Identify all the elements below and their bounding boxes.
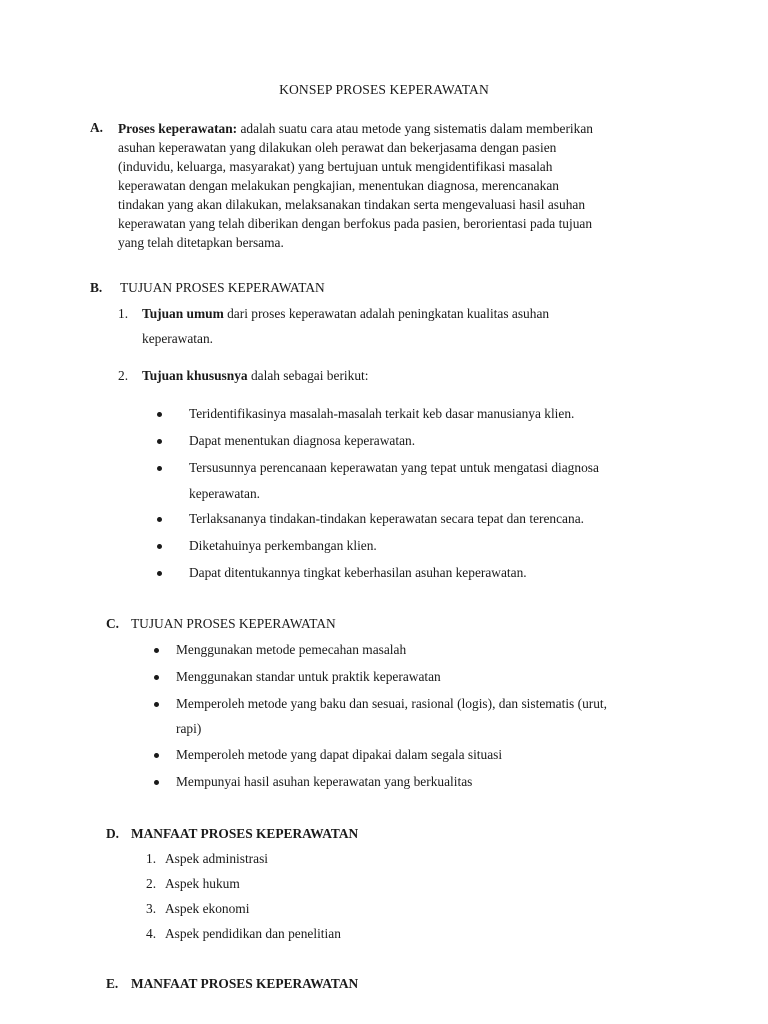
section-a-line-5: tindakan yang akan dilakukan, melaksanakan tindakan serta mengevaluasi hasil asuhan	[118, 197, 586, 212]
section-c-bullet-5: Mempunyai hasil asuhan keperawatan yang berkualitas	[176, 774, 473, 789]
section-b-bullet-4: Terlaksananya tindakan-tindakan keperawatan secara tepat dan terencana.	[189, 511, 584, 526]
section-b-item-2	[142, 368, 368, 384]
section-a-line-2: asuhan keperawatan yang dilakukan oleh perawat dan bekerjasama dengan pasien	[118, 140, 557, 155]
section-b-item-2-num: 2.	[118, 368, 129, 383]
section-a-line-6: keperawatan yang telah diberikan dengan berfokus pada pasien, berorientasi pada tujuan	[118, 216, 593, 231]
section-d-item-3: Aspek ekonomi	[165, 901, 250, 916]
bullet-icon	[157, 517, 162, 522]
section-a-term: Proses keperawatan:	[118, 121, 238, 136]
section-d-heading: MANFAAT PROSES KEPERAWATAN	[131, 826, 359, 841]
section-b-item-1-term: Tujuan umum	[142, 306, 224, 321]
section-c-bullet-3-cont: rapi)	[176, 721, 202, 736]
bullet-icon	[154, 648, 159, 653]
section-c-bullet-2: Menggunakan standar untuk praktik keperawatan	[176, 669, 441, 684]
section-e-letter: E.	[106, 976, 119, 991]
section-a-text-1: adalah suatu cara atau metode yang sistematis dalam memberikan	[237, 121, 593, 136]
bullet-icon	[157, 571, 162, 576]
section-b-item-2-term: Tujuan khususnya	[142, 368, 248, 383]
section-b-bullet-6: Dapat ditentukannya tingkat keberhasilan asuhan keperawatan.	[189, 565, 527, 580]
section-d-item-2: Aspek hukum	[165, 876, 240, 891]
section-b-bullet-1: Teridentifikasinya masalah-masalah terkait keb dasar manusianya klien.	[189, 406, 575, 421]
section-d-item-1-num: 1.	[146, 851, 157, 866]
bullet-icon	[157, 466, 162, 471]
section-b-bullet-3-cont: keperawatan.	[189, 486, 261, 501]
section-b-bullet-5: Diketahuinya perkembangan klien.	[189, 538, 377, 553]
section-d-item-2-num: 2.	[146, 876, 157, 891]
section-a-line-7: yang telah ditetapkan bersama.	[118, 235, 284, 250]
bullet-icon	[154, 780, 159, 785]
section-b-bullet-3: Tersusunnya perencanaan keperawatan yang tepat untuk mengatasi diagnosa	[189, 460, 599, 475]
bullet-icon	[157, 544, 162, 549]
section-d-item-3-num: 3.	[146, 901, 157, 916]
section-d-item-4-num: 4.	[146, 926, 157, 941]
section-b-item-1-cont: keperawatan.	[142, 331, 214, 346]
section-b-item-1-num: 1.	[118, 306, 129, 321]
section-d-letter: D.	[106, 826, 120, 841]
section-b-item-1-text: dari proses keperawatan adalah peningkatan kualitas asuhan	[223, 306, 550, 321]
section-d-item-1: Aspek administrasi	[165, 851, 269, 866]
section-c-bullet-4: Memperoleh metode yang dapat dipakai dalam segala situasi	[176, 747, 503, 762]
section-b-bullet-2: Dapat menentukan diagnosa keperawatan.	[189, 433, 416, 448]
bullet-icon	[157, 412, 162, 417]
page-title: KONSEP PROSES KEPERAWATAN	[279, 82, 489, 97]
section-b-letter: B.	[90, 280, 103, 295]
section-b-item-2-text: dalah sebagai berikut:	[247, 368, 369, 383]
section-c-bullet-1: Menggunakan metode pemecahan masalah	[176, 642, 407, 657]
section-a-letter: A.	[90, 120, 104, 135]
bullet-icon	[154, 753, 159, 758]
section-a-line-1	[118, 119, 593, 138]
section-e-heading: MANFAAT PROSES KEPERAWATAN	[131, 976, 359, 991]
bullet-icon	[154, 675, 159, 680]
bullet-icon	[157, 439, 162, 444]
section-c-heading: TUJUAN PROSES KEPERAWATAN	[131, 616, 336, 631]
section-a-line-3: (induvidu, keluarga, masyarakat) yang bertujuan untuk mengidentifikasi masalah	[118, 159, 553, 174]
section-b-heading: TUJUAN PROSES KEPERAWATAN	[120, 280, 325, 295]
section-c-letter: C.	[106, 616, 120, 631]
section-c-bullet-3: Memperoleh metode yang baku dan sesuai, rasional (logis), dan sistematis (urut,	[176, 696, 607, 711]
bullet-icon	[154, 702, 159, 707]
section-a-line-4: keperawatan dengan melakukan pengkajian, menentukan diagnosa, merencanakan	[118, 178, 559, 193]
section-b-item-1	[142, 306, 549, 322]
section-d-item-4: Aspek pendidikan dan penelitian	[165, 926, 341, 941]
